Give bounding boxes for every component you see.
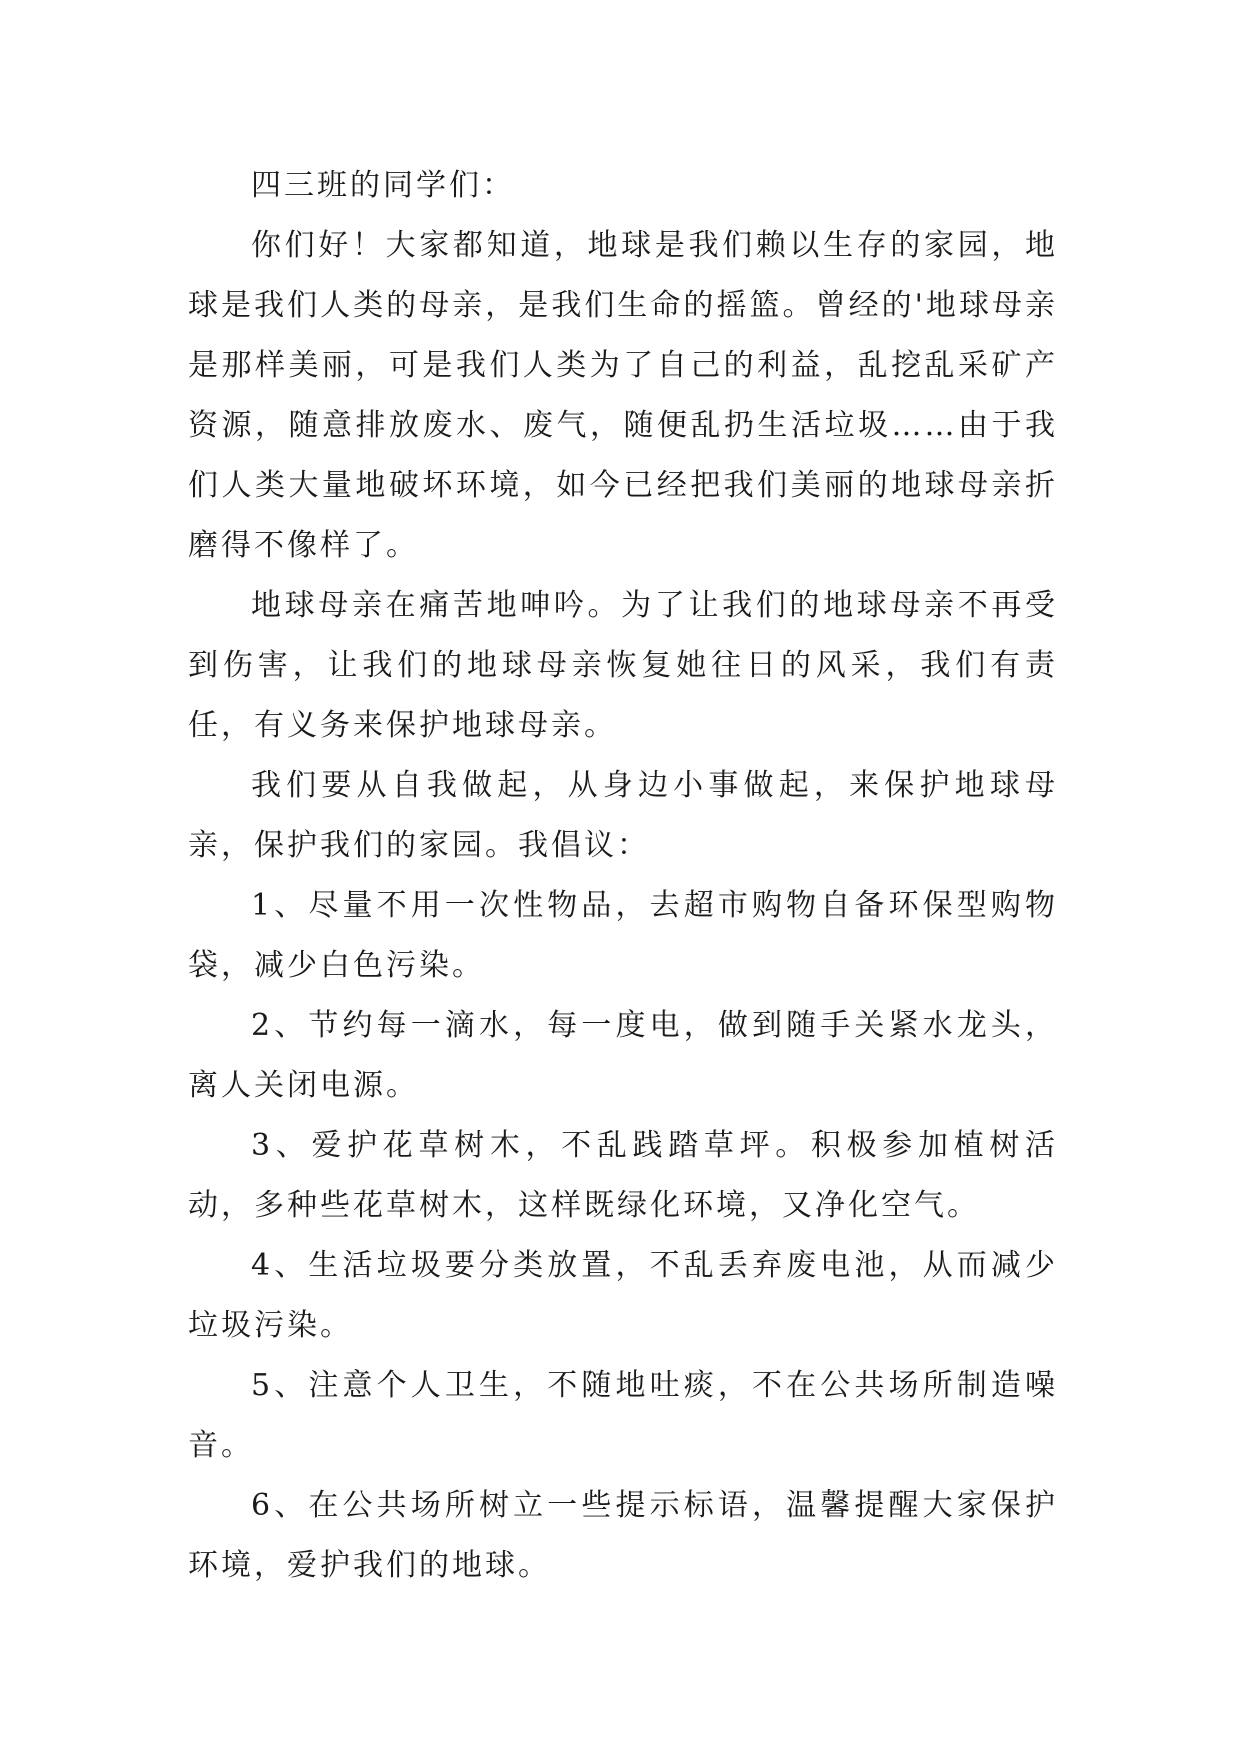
proposal-item-2: 2、节约每一滴水，每一度电，做到随手关紧水龙头，离人关闭电源。 xyxy=(188,1008,1058,1103)
proposal-item-5: 5、注意个人卫生，不随地吐痰，不在公共场所制造噪音。 xyxy=(188,1368,1058,1463)
proposal-item-1: 1、尽量不用一次性物品，去超市购物自备环保型购物袋，减少白色污染。 xyxy=(188,888,1058,983)
proposal-intro-paragraph: 我们要从自我做起，从身边小事做起，来保护地球母亲，保护我们的家园。我倡议： xyxy=(188,768,1058,863)
salutation: 四三班的同学们： xyxy=(251,168,515,203)
proposal-item-4: 4、生活垃圾要分类放置，不乱丢弃废电池，从而减少垃圾污染。 xyxy=(188,1248,1058,1343)
earth-suffering-paragraph: 地球母亲在痛苦地呻吟。为了让我们的地球母亲不再受到伤害，让我们的地球母亲恢复她往日的风采，我们有责任，有义务来保护地球母亲。 xyxy=(188,588,1058,743)
document-body xyxy=(188,156,1058,1596)
proposal-item-6: 6、在公共场所树立一些提示标语，温馨提醒大家保护环境，爱护我们的地球。 xyxy=(188,1488,1058,1583)
greeting-paragraph: 你们好！大家都知道，地球是我们赖以生存的家园，地球是我们人类的母亲，是我们生命的摇篮。曾经的'地球母亲是那样美丽，可是我们人类为了自己的利益，乱挖乱采矿产资源，随意排放废水、废气，随便乱扔生活垃圾……由于我们人类大量地破坏环境，如今已经把我们美丽的地球母亲折磨得不像样了。 xyxy=(188,228,1058,563)
proposal-item-3: 3、爱护花草树木，不乱践踏草坪。积极参加植树活动，多种些花草树木，这样既绿化环境，又净化空气。 xyxy=(188,1128,1058,1223)
